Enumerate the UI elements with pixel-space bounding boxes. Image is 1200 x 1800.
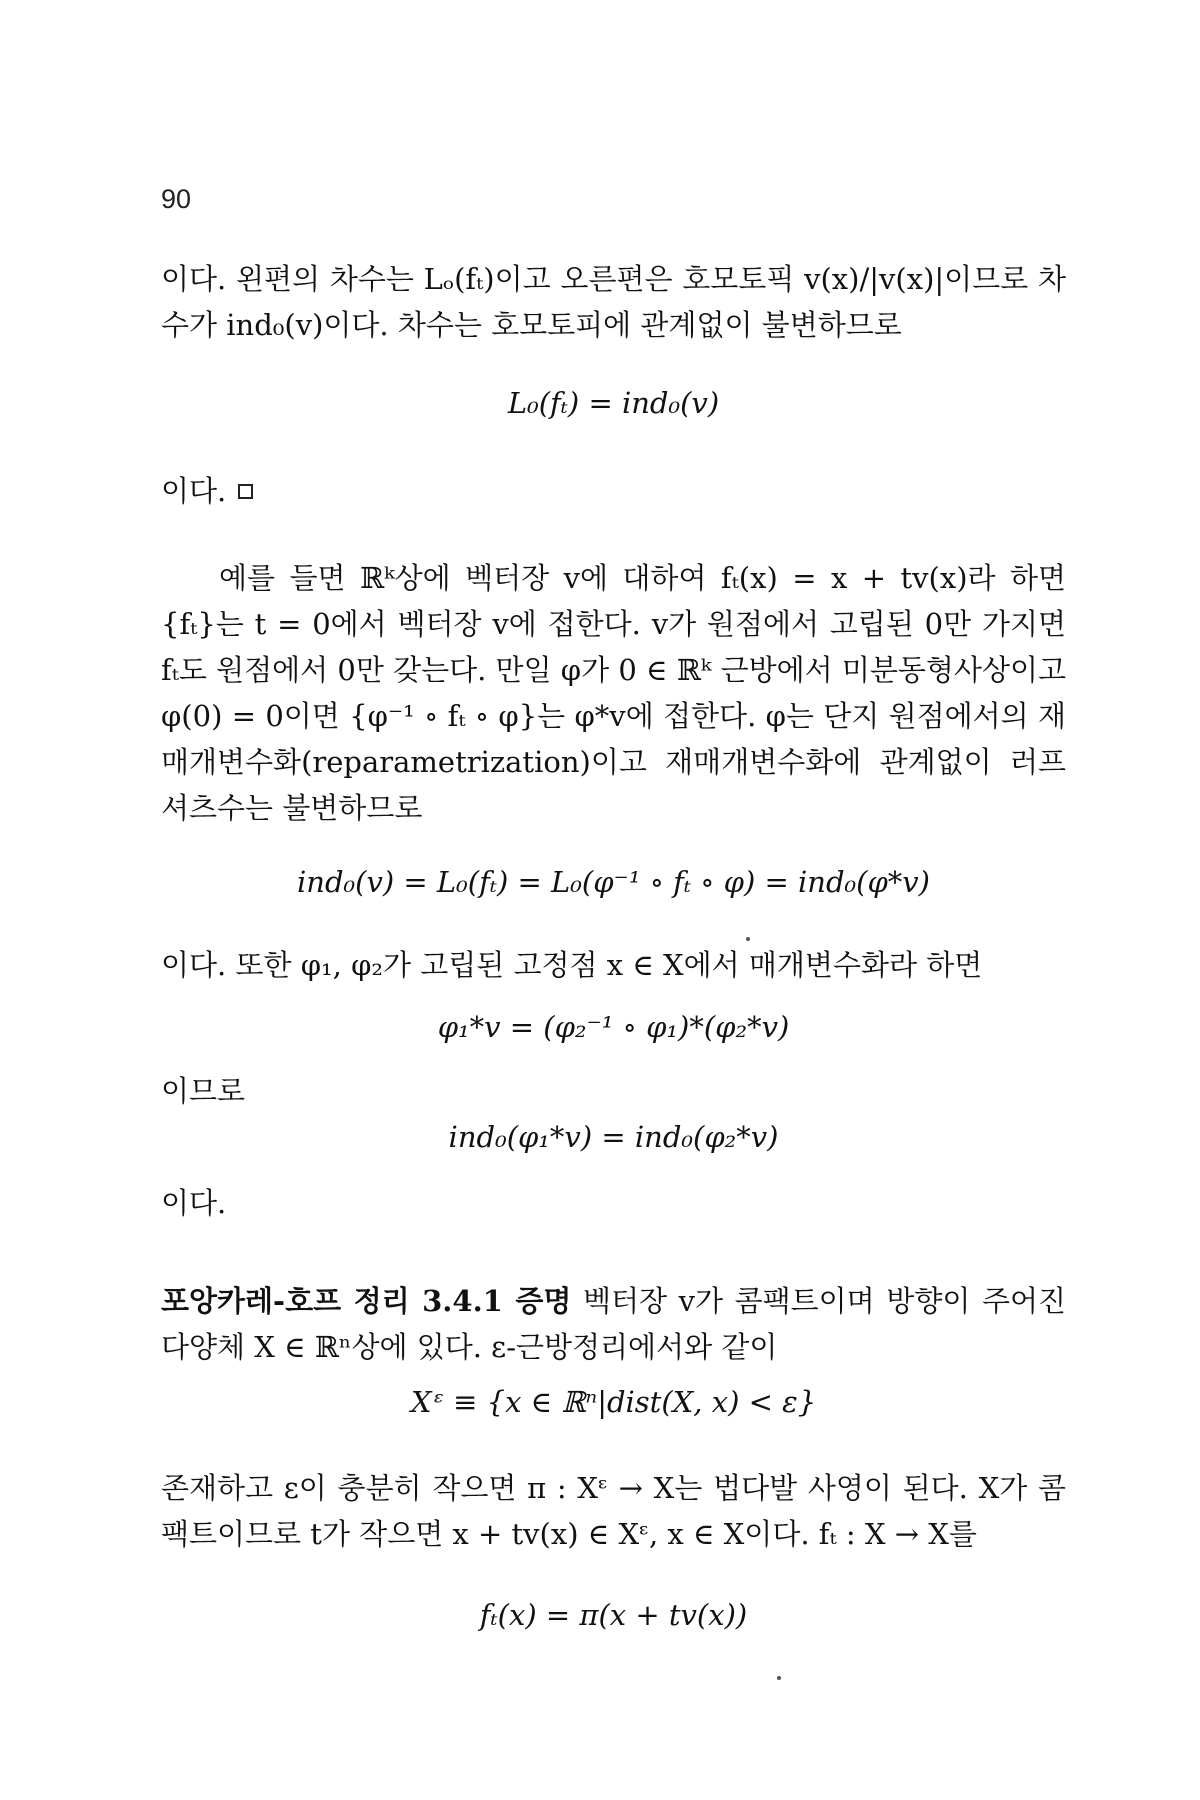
equation-index-invariance: ind₀(v) = L₀(fₜ) = L₀(φ⁻¹ ∘ fₜ ∘ φ) = ind₀(φ*v): [297, 865, 930, 899]
equation-pullback-composition: φ₁*v = (φ₂⁻¹ ∘ φ₁)*(φ₂*v): [437, 1010, 790, 1044]
print-speck: [777, 1676, 781, 1680]
paragraph-therefore: 이므로: [161, 1074, 246, 1108]
equation-index-equality: ind₀(φ₁*v) = ind₀(φ₂*v): [448, 1120, 779, 1154]
paragraph-conclusion: [161, 468, 1066, 514]
paragraph-parametrizations: 이다. 또한 φ₁, φ₂가 고립된 고정점 x ∈ X에서 매개변수화라 하면: [161, 948, 983, 982]
equation-ft-definition: fₜ(x) = π(x + tv(x)): [479, 1598, 748, 1632]
equation-epsilon-neighborhood: Xᵋ ≡ {x ∈ ℝⁿ|dist(X, x) < ε}: [410, 1385, 817, 1419]
equation-degree-equals-index: L₀(fₜ) = ind₀(v): [507, 386, 720, 420]
paragraph-theorem-proof: [161, 1278, 1066, 1370]
paragraph-projection: 존재하고 ε이 충분히 작으면 π : Xᵋ → X는 법다발 사영이 된다. X가 콤팩트이므로 t가 작으면 x + tv(x) ∈ Xᵋ, x ∈ X이다. fₜ : X → X를: [161, 1471, 1066, 1551]
conclusion-text: 이다.: [161, 474, 227, 508]
print-speck: [746, 937, 750, 941]
paragraph-degree-argument: 이다. 왼편의 차수는 Lₒ(fₜ)이고 오른편은 호모토픽 v(x)/|v(x)|이므로 차수가 ind₀(v)이다. 차수는 호모토피에 관계없이 불변하므로: [161, 262, 1066, 342]
proof-heading: 포앙카레-호프 정리 3.4.1 증명: [161, 1284, 572, 1318]
paragraph-example: 예를 들면 ℝᵏ상에 벡터장 v에 대하여 fₜ(x) = x + tv(x)라 하면 {fₜ}는 t = 0에서 벡터장 v에 접한다. v가 원점에서 고립된 0만 가지면 fₜ도 원점에서 0만 갖는다. 만일 φ가 0 ∈ ℝᵏ 근방에서 미분동형사상이고 φ(0) = 0이면 {φ⁻¹ ∘ fₜ ∘ φ}는 φ*v에 접한다. φ는 단지 원점에서의 재매개변수화(reparametrization)이고 재매개변수화에 관계없이 러프셔츠수는 불변하므로: [161, 561, 1067, 825]
page-number: 90: [161, 184, 192, 214]
proof-text: 벡터장 v가 콤팩트이며 방향이 주어진 다양체 X ∈ ℝⁿ상에 있다. ε-근방정리에서와 같이: [161, 1284, 1066, 1364]
paragraph-end: 이다.: [161, 1186, 227, 1220]
qed-box-icon: [238, 484, 253, 499]
